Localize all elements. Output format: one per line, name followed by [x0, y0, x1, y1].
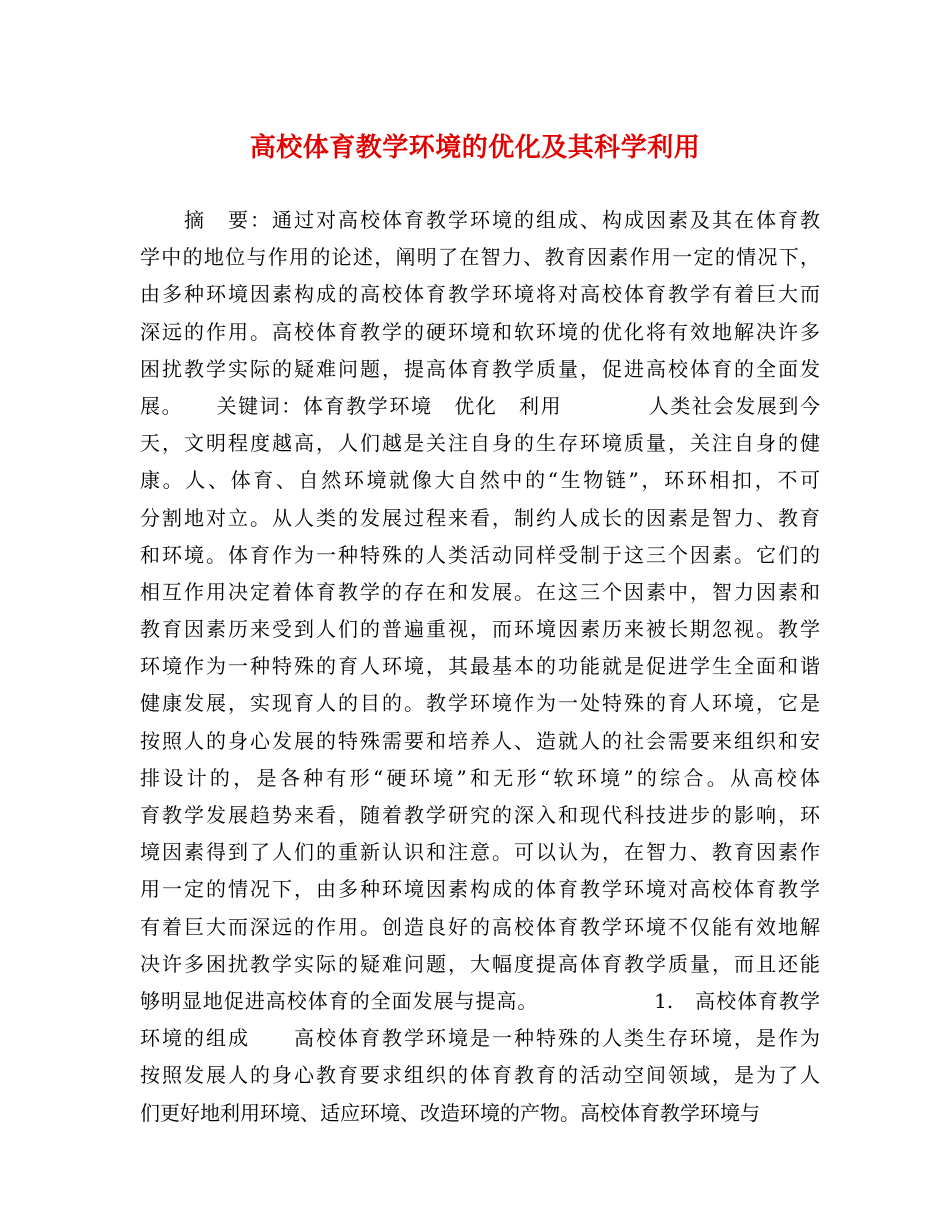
document-title: 高校体育教学环境的优化及其科学利用: [249, 133, 701, 163]
body-line: 排设计的，是各种有形“硬环境”和无形“软环境”的综合。从高校体: [140, 765, 820, 790]
body-line: 按照发展人的身心教育要求组织的体育教育的活动空间领域，是为了人: [140, 1063, 820, 1088]
body-line: 由多种环境因素构成的高校体育教学环境将对高校体育教学有着巨大而: [140, 282, 820, 307]
body-line: 健康发展，实现育人的目的。教学环境作为一处特殊的育人环境，它是: [140, 691, 820, 716]
body-line: 分割地对立。从人类的发展过程来看，制约人成长的因素是智力、教育: [140, 505, 820, 530]
body-line: 深远的作用。高校体育教学的硬环境和软环境的优化将有效地解决许多: [140, 319, 820, 344]
body-line: 康。人、体育、自然环境就像大自然中的“生物链”，环环相扣，不可: [140, 468, 820, 493]
body-line: 们更好地利用环境、适应环境、改造环境的产物。高校体育教学环境与: [140, 1100, 760, 1125]
document-body: [140, 202, 820, 1132]
body-line: 育教学发展趋势来看，随着教学研究的深入和现代科技进步的影响，环: [140, 803, 820, 827]
body-line: 摘 要：通过对高校体育教学环境的组成、构成因素及其在体育教: [140, 208, 820, 232]
body-line: 和环境。体育作为一种特殊的人类活动同样受制于这三个因素。它们的: [140, 542, 820, 567]
body-line: 环境作为一种特殊的育人环境，其最基本的功能就是促进学生全面和谐: [140, 654, 820, 679]
body-line: 够明显地促进高校体育的全面发展与提高。 1. 高校体育教学: [140, 988, 820, 1013]
body-line: 环境的组成 高校体育教学环境是一种特殊的人类生存环境，是作为: [140, 1026, 820, 1051]
body-line: 境因素得到了人们的重新认识和注意。可以认为，在智力、教育因素作: [140, 840, 820, 865]
body-line: 用一定的情况下，由多种环境因素构成的体育教学环境对高校体育教学: [140, 877, 820, 902]
body-line: 决许多困扰教学实际的疑难问题，大幅度提高体育教学质量，而且还能: [140, 951, 820, 976]
body-line: 按照人的身心发展的特殊需要和培养人、造就人的社会需要来组织和安: [140, 728, 820, 753]
body-line: 困扰教学实际的疑难问题，提高体育教学质量，促进高校体育的全面发: [140, 356, 820, 381]
body-line: 教育因素历来受到人们的普遍重视，而环境因素历来被长期忽视。教学: [140, 617, 820, 642]
body-line: 天，文明程度越高，人们越是关注自身的生存环境质量，关注自身的健: [140, 431, 820, 456]
body-line: 学中的地位与作用的论述，阐明了在智力、教育因素作用一定的情况下，: [140, 245, 820, 270]
body-line: 相互作用决定着体育教学的存在和发展。在这三个因素中，智力因素和: [140, 579, 820, 604]
body-line: 展。 关键词：体育教学环境 优化 利用 人类社会发展到今: [140, 393, 820, 418]
body-line: 有着巨大而深远的作用。创造良好的高校体育教学环境不仅能有效地解: [140, 914, 820, 939]
